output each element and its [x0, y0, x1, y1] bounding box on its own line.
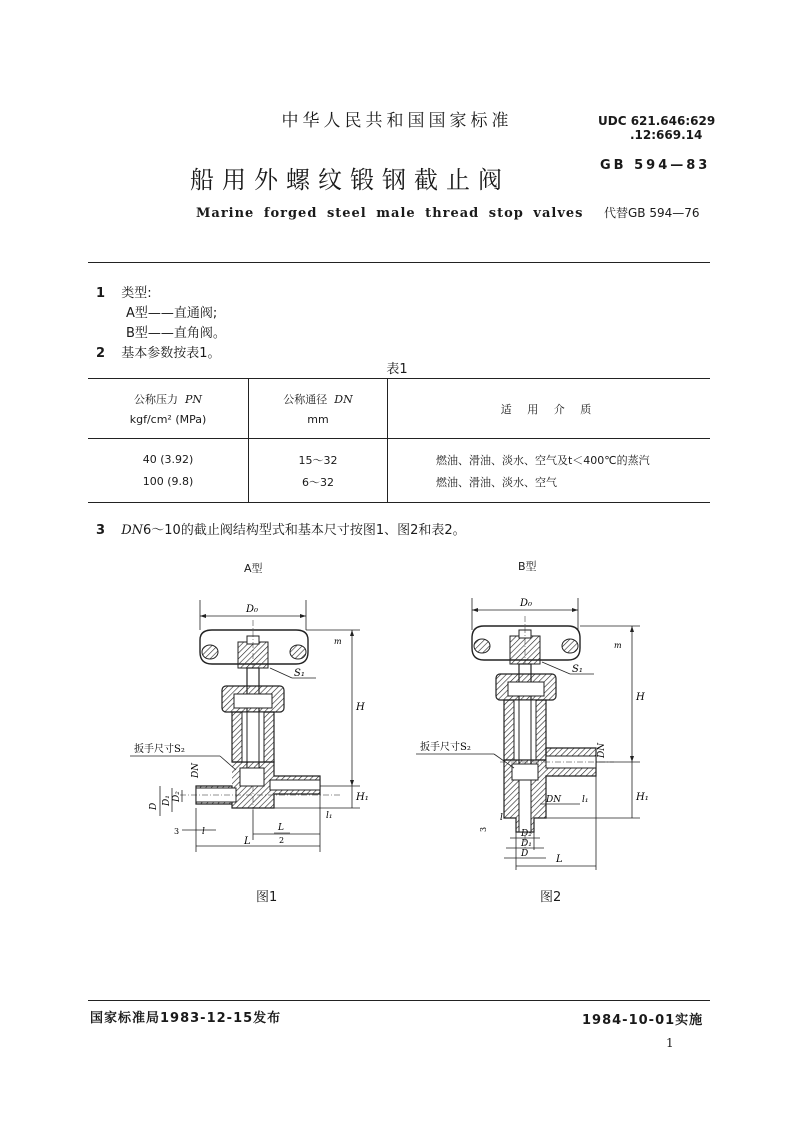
- header-rule: [88, 262, 710, 263]
- header-nominal-pressure: [88, 379, 249, 439]
- clause-1-number: 1: [96, 286, 106, 301]
- fig2-label-three: 3: [479, 826, 488, 832]
- figure-2-caption: 图2: [540, 890, 562, 905]
- header-medium: 适 用 介 质: [500, 402, 598, 416]
- clause-2-text: 基本参数按表1。: [121, 346, 221, 361]
- fig2-label-l: l: [500, 813, 503, 823]
- fig2-label-d1: D₁: [521, 839, 532, 849]
- cell-diameter: 15～32: [249, 449, 388, 471]
- table-header-row: [88, 379, 710, 439]
- udc-code-continued: .12:669.14: [630, 128, 703, 142]
- fig1-label-l1: l₁: [326, 811, 333, 821]
- fig2-label-s2: 扳手尺寸S₂: [420, 742, 471, 753]
- fig1-label-s2: 扳手尺寸S₂: [134, 744, 185, 755]
- fig1-label-m: m: [334, 637, 342, 646]
- fig1-label-three: 3: [174, 827, 180, 836]
- cell-pressure: 40 (3.92): [88, 449, 249, 471]
- diameter-name: 公称通径: [283, 393, 328, 406]
- fig1-label-L: L: [244, 836, 251, 847]
- cell-diameter: 6～32: [249, 471, 388, 493]
- fig1-label-lhalf-den: 2: [279, 836, 285, 845]
- page-number: 1: [666, 1036, 674, 1050]
- cell-pressure: 100 (9.8): [88, 471, 249, 493]
- fig1-label-l: l: [202, 827, 205, 837]
- pressure-unit: kgf/cm² (MPa): [129, 413, 207, 426]
- issuing-organization: 中华人民共和国国家标准: [281, 111, 513, 131]
- fig1-label-dn: DN: [191, 762, 201, 778]
- publication-date: 国家标准局1983-12-15发布: [90, 1011, 282, 1026]
- fig1-label-h: H: [356, 702, 365, 713]
- table-row: [88, 449, 710, 471]
- clause-1-text: 类型:: [121, 286, 152, 301]
- fig1-label-d2: D₂: [172, 791, 182, 802]
- fig1-label-d0: D₀: [246, 604, 259, 615]
- fig2-label-dn: DN: [597, 742, 607, 758]
- clause-3-dn: DN: [121, 523, 143, 538]
- fig1-label-s1: S₁: [294, 668, 305, 679]
- title-chinese: 船用外螺纹锻钢截止阀: [190, 166, 510, 194]
- pressure-name: 公称压力: [133, 393, 178, 406]
- replaces-note: 代替GB 594—76: [604, 206, 700, 220]
- fig1-label-d1: D₁: [162, 795, 172, 806]
- fig1-label-lhalf-num: L: [278, 823, 284, 833]
- figure-2-drawing: [400, 588, 660, 878]
- clause-3: [96, 519, 466, 538]
- header-nominal-diameter: [249, 379, 388, 439]
- clause-3-text: 6～10的截止阀结构型式和基本尺寸按图1、图2和表2。: [143, 523, 466, 538]
- fig2-label-s1: S₁: [572, 664, 583, 675]
- diameter-unit: mm: [307, 413, 329, 426]
- cell-medium: 燃油、滑油、淡水、空气及t＜400℃的蒸汽: [436, 453, 650, 467]
- standard-number: GB 594—83: [600, 158, 711, 173]
- clause-1-type-b: B型——直角阀。: [126, 326, 226, 341]
- fig2-label-dn2: DN: [546, 795, 562, 805]
- fig2-label-d: D: [521, 849, 529, 859]
- clause-2-number: 2: [96, 346, 106, 361]
- fig2-label-h1: H₁: [636, 792, 649, 803]
- implementation-date: 1984-10-01实施: [582, 1013, 704, 1028]
- clause-3-number: 3: [96, 523, 106, 538]
- fig2-label-d0: D₀: [520, 598, 533, 609]
- clause-1: [96, 282, 152, 301]
- fig2-label-L: L: [556, 854, 563, 865]
- fig2-label-d2: D₂: [521, 829, 532, 839]
- fig1-label-h1: H₁: [356, 792, 369, 803]
- pressure-symbol: PN: [184, 393, 203, 406]
- fig2-label-l1: l₁: [582, 795, 589, 805]
- figure-1-drawing: [120, 590, 380, 860]
- table-row: [88, 471, 710, 493]
- title-english: Marine forged steel male thread stop valves: [196, 206, 584, 221]
- figure-2-type-label: B型: [518, 560, 537, 573]
- footer-rule: [88, 1000, 710, 1001]
- table-1-caption: 表1: [386, 362, 408, 377]
- figure-1-caption: 图1: [256, 890, 278, 905]
- figure-1-type-label: A型: [244, 562, 263, 575]
- clause-1-type-a: A型——直通阀;: [126, 306, 218, 321]
- table-1: [88, 378, 710, 503]
- fig2-label-m: m: [614, 641, 622, 650]
- udc-code: UDC 621.646:629: [598, 114, 716, 128]
- diameter-symbol: DN: [334, 393, 353, 406]
- fig1-label-d: D: [149, 802, 159, 810]
- fig2-label-h: H: [636, 692, 645, 703]
- cell-medium: 燃油、滑油、淡水、空气: [436, 475, 557, 489]
